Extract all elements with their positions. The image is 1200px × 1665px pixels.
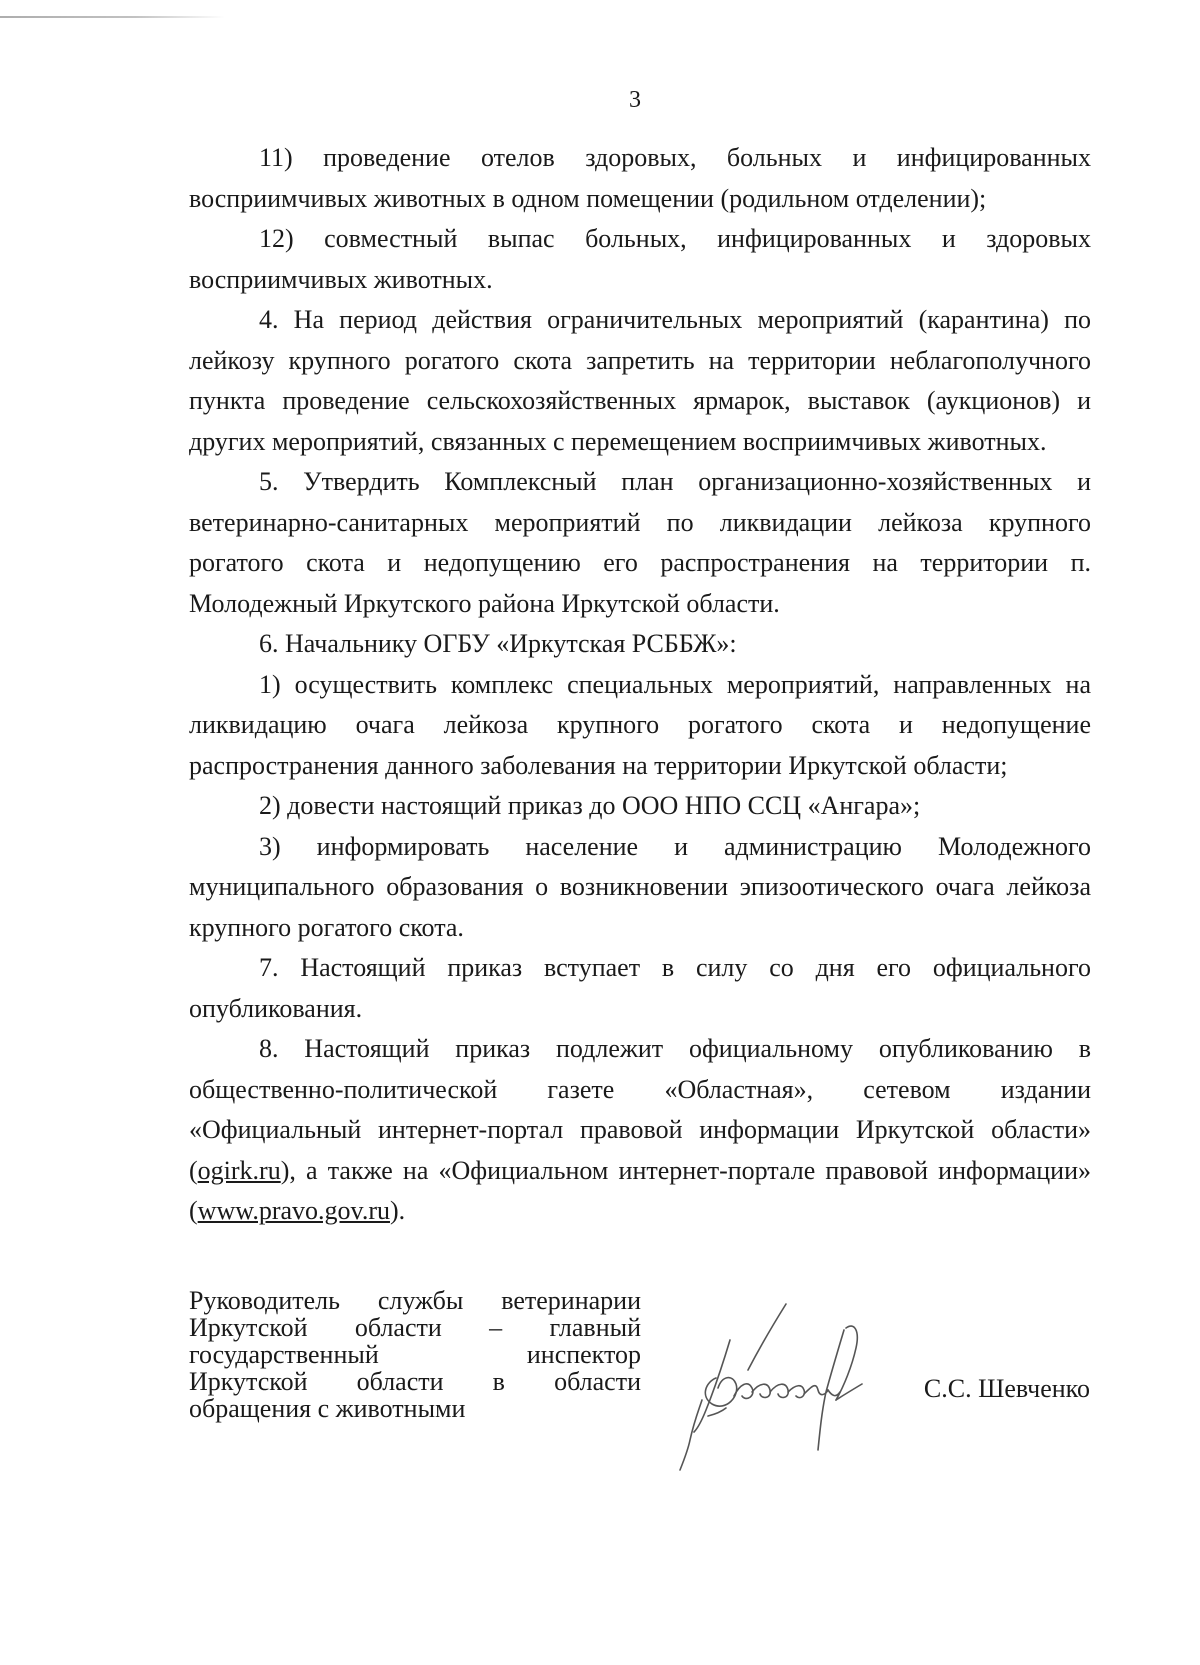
paragraph-clause-6-item-3: 3) информировать население и администрацию Молодежного муниципального образования о возникновении эпизоотического очага лейкоза крупного рогатого скота. [189, 831, 1091, 942]
signatory-position-line: Иркутской области в области [189, 1367, 641, 1396]
paragraph-clause-7: 7. Настоящий приказ вступает в силу со дня его официального опубликования. [189, 953, 1091, 1023]
scan-artifact-line [0, 16, 225, 18]
document-body [189, 138, 1091, 1232]
signatory-position-line: государственный инспектор [189, 1340, 641, 1369]
clause-8-text-part-3: ). [389, 1196, 406, 1225]
handwritten-signature [676, 1300, 916, 1475]
signatory-position-line: обращения с животными [189, 1394, 466, 1423]
signer-name: С.С. Шевченко [923, 1374, 1090, 1403]
paragraph-clause-6-item-2: 2) довести настоящий приказ до ООО НПО ССЦ «Ангара»; [259, 791, 921, 820]
signatory-position-line: Руководитель службы ветеринарии [189, 1286, 641, 1315]
paragraph-clause-6: 6. Начальнику ОГБУ «Иркутская РСББЖ»: [259, 629, 737, 658]
paragraph-item-12: 12) совместный выпас больных, инфицированных и здоровых восприимчивых животных. [189, 224, 1091, 294]
clause-8-text-part-1: 8. Настоящий приказ подлежит официальному опубликованию в общественно-политической газете «Областная», сетевом издании «Официальный интернет-портал правовой информации Иркутской области» ( [189, 1034, 1091, 1185]
paragraph-clause-6-item-1: 1) осуществить комплекс специальных мероприятий, направленных на ликвидацию очага лейкоза крупного рогатого скота и недопущение распространения данного заболевания на территории Иркутской области; [189, 669, 1091, 780]
paragraph-clause-5: 5. Утвердить Комплексный план организационно-хозяйственных и ветеринарно-санитарных мероприятий по ликвидации лейкоза крупного рогатого скота и недопущению его распространения на территории п. Молодежный Иркутского района Иркутской области. [189, 467, 1091, 618]
paragraph-clause-4: 4. На период действия ограничительных мероприятий (карантина) по лейкозу крупного рогатого скота запретить на территории неблагополучного пункта проведение сельскохозяйственных ярмарок, выставок (аукционов) и других мероприятий, связанных с перемещением восприимчивых животных. [189, 305, 1091, 456]
paragraph-clause-8 [189, 1029, 1091, 1232]
signatory-position-line: Иркутской области – главный [189, 1313, 641, 1342]
ogirk-link[interactable]: ogirk.ru [197, 1155, 281, 1185]
signatory-position [189, 1287, 641, 1422]
page-number: 3 [629, 87, 641, 113]
clause-8-text-part-2: ), а также на «Официальном интернет-портале правовой информации» ( [189, 1155, 1091, 1225]
paragraph-item-11: 11) проведение отелов здоровых, больных и инфицированных восприимчивых животных в одном помещении (родильном отделении); [189, 143, 1091, 213]
pravo-gov-link[interactable]: www.pravo.gov.ru [197, 1196, 390, 1225]
